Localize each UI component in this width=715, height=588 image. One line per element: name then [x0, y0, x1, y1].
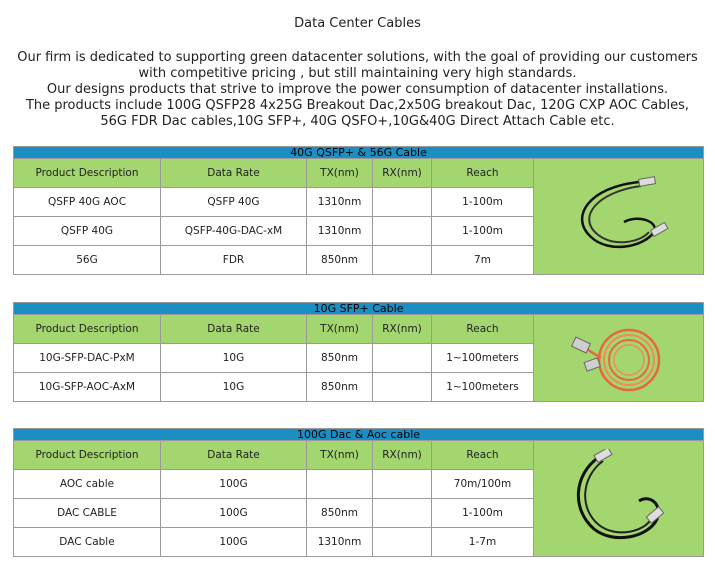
- column-header: Reach: [432, 315, 534, 344]
- black-dac-cable-icon: [569, 449, 669, 549]
- cell-reach: 70m/100m: [432, 470, 534, 499]
- black-qsfp-cable-icon: [569, 172, 669, 262]
- cell-rx: [373, 373, 432, 402]
- cell-data-rate: FDR: [161, 246, 307, 275]
- intro-line: with competitive pricing , but still maintaining very high standards.: [138, 66, 577, 81]
- intro-line: Our firm is dedicated to supporting green datacenter solutions, with the goal of providing our customers: [17, 50, 698, 65]
- product-image-cell: [534, 441, 704, 557]
- cell-description: QSFP 40G: [14, 217, 161, 246]
- cell-tx: [307, 470, 373, 499]
- cell-rx: [373, 344, 432, 373]
- orange-sfp-aoc-cable-icon: [571, 318, 667, 398]
- intro-line: The products include 100G QSFP28 4x25G Breakout Dac,2x50G breakout Dac, 120G CXP AOC Cables,: [25, 98, 690, 113]
- product-image-cell: [534, 315, 704, 402]
- cell-rx: [373, 470, 432, 499]
- column-header: Reach: [432, 441, 534, 470]
- cell-tx: 1310nm: [307, 188, 373, 217]
- product-image-cell: [534, 159, 704, 275]
- cell-reach: 1~100meters: [432, 373, 534, 402]
- cell-data-rate: 10G: [161, 344, 307, 373]
- cell-description: DAC CABLE: [14, 499, 161, 528]
- cell-description: QSFP 40G AOC: [14, 188, 161, 217]
- cell-reach: 1-100m: [432, 499, 534, 528]
- column-header: Data Rate: [161, 441, 307, 470]
- cable-table-40g-qsfp: [13, 146, 704, 275]
- column-header: TX(nm): [307, 441, 373, 470]
- cell-reach: 1-100m: [432, 217, 534, 246]
- cell-tx: 1310nm: [307, 528, 373, 557]
- column-header: Product Description: [14, 159, 161, 188]
- cell-data-rate: 100G: [161, 470, 307, 499]
- table-header-row: [14, 315, 704, 344]
- column-header: TX(nm): [307, 159, 373, 188]
- column-header: RX(nm): [373, 159, 432, 188]
- cell-rx: [373, 188, 432, 217]
- cell-data-rate: 10G: [161, 373, 307, 402]
- table-caption-row: [14, 429, 704, 441]
- cell-tx: 1310nm: [307, 217, 373, 246]
- page-title: Data Center Cables: [294, 16, 421, 31]
- cell-reach: 7m: [432, 246, 534, 275]
- column-header: Product Description: [14, 441, 161, 470]
- cell-tx: 850nm: [307, 499, 373, 528]
- cable-table-100g: [13, 428, 704, 557]
- cell-description: 10G-SFP-AOC-AxM: [14, 373, 161, 402]
- column-header: TX(nm): [307, 315, 373, 344]
- cell-description: AOC cable: [14, 470, 161, 499]
- table-caption-row: [14, 303, 704, 315]
- cell-rx: [373, 528, 432, 557]
- column-header: RX(nm): [373, 315, 432, 344]
- cell-rx: [373, 217, 432, 246]
- intro-paragraph: [0, 50, 715, 130]
- cell-reach: 1-100m: [432, 188, 534, 217]
- intro-line: 56G FDR Dac cables,10G SFP+, 40G QSFO+,10G&40G Direct Attach Cable etc.: [100, 114, 615, 129]
- cable-table-10g-sfp: [13, 302, 704, 402]
- cell-rx: [373, 499, 432, 528]
- cell-description: 56G: [14, 246, 161, 275]
- cell-data-rate: QSFP-40G-DAC-xM: [161, 217, 307, 246]
- table-caption-row: [14, 147, 704, 159]
- table-header-row: [14, 159, 704, 188]
- column-header: Reach: [432, 159, 534, 188]
- cell-tx: 850nm: [307, 246, 373, 275]
- column-header: RX(nm): [373, 441, 432, 470]
- cell-rx: [373, 246, 432, 275]
- column-header: Product Description: [14, 315, 161, 344]
- table-caption: 100G Dac & Aoc cable: [14, 429, 704, 441]
- table-header-row: [14, 441, 704, 470]
- column-header: Data Rate: [161, 159, 307, 188]
- cell-reach: 1-7m: [432, 528, 534, 557]
- cell-tx: 850nm: [307, 344, 373, 373]
- cell-data-rate: 100G: [161, 499, 307, 528]
- cell-tx: 850nm: [307, 373, 373, 402]
- intro-line: Our designs products that strive to improve the power consumption of datacenter installations.: [46, 82, 669, 97]
- cell-reach: 1~100meters: [432, 344, 534, 373]
- cell-data-rate: QSFP 40G: [161, 188, 307, 217]
- cell-description: DAC Cable: [14, 528, 161, 557]
- table-caption: 10G SFP+ Cable: [14, 303, 704, 315]
- cell-data-rate: 100G: [161, 528, 307, 557]
- table-caption: 40G QSFP+ & 56G Cable: [14, 147, 704, 159]
- cell-description: 10G-SFP-DAC-PxM: [14, 344, 161, 373]
- column-header: Data Rate: [161, 315, 307, 344]
